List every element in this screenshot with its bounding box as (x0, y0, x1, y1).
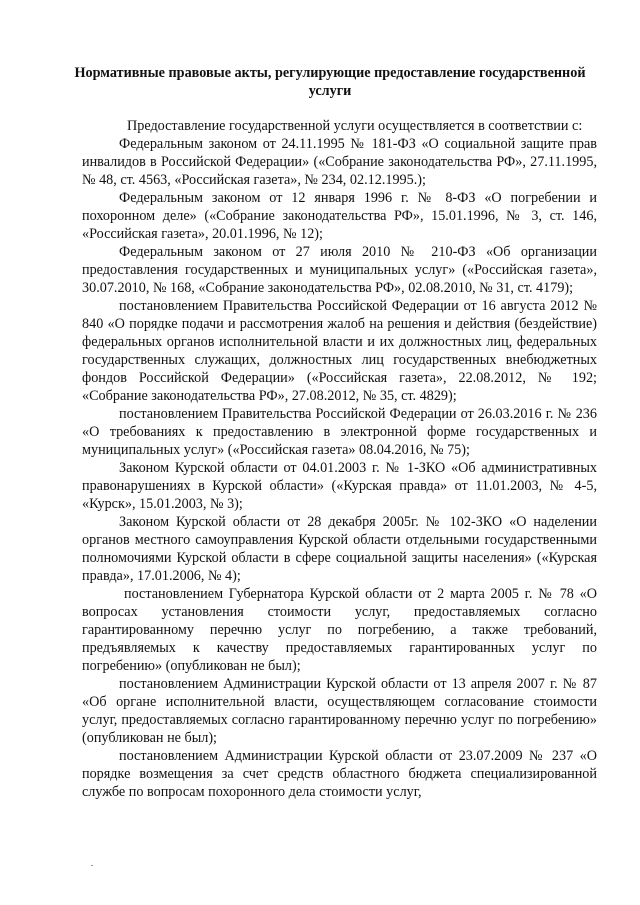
paragraph-law-102-zko: Законом Курской области от 28 декабря 2005г. № 102-ЗКО «О наделении органов местного самоуправления Курской области отдельными государственными полномочиями Курской области в сфере социальной защиты населения» («Курская правда», 17.01.2006, № 4); (82, 514, 597, 584)
paragraph-resolution-236: постановлением Правительства Российской Федерации от 26.03.2016 г. № 236 «О требованиях к предоставлению в электронной форме государственных и муниципальных услуг» («Российская газета» 08.04.2016, № 75); (82, 406, 597, 458)
paragraph-resolution-87: постановлением Администрации Курской области от 13 апреля 2007 г. № 87 «Об органе исполнительной власти, осуществляющем согласование стоимости услуг, предоставляемых согласно гарантированному перечню услуг по погребению» (опубликован не был); (82, 676, 597, 746)
paragraph-resolution-840: постановлением Правительства Российской Федерации от 16 августа 2012 № 840 «О порядке подачи и рассмотрения жалоб на решения и действия (бездействие) федеральных органов исполнительной власти и их должностных лиц, федеральных государственных служащих, должностных лиц государственных внебюджетных фондов Российской Федерации» («Российская газета», 22.08.2012, № 192; «Собрание законодательства РФ», 27.08.2012, № 35, ст. 4829); (82, 298, 597, 404)
document-body (82, 117, 597, 801)
document-title: Нормативные правовые акты, регулирующие предоставление государственной услуги (74, 65, 586, 99)
scan-speck (91, 865, 93, 866)
paragraph-law-210-fz: Федеральным законом от 27 июля 2010 № 210-ФЗ «Об организации предоставления государственных и муниципальных услуг» («Российская газета», 30.07.2010, № 168, «Собрание законодательства РФ», 02.08.2010, № 31, ст. 4179); (82, 244, 597, 296)
paragraph-resolution-78: постановлением Губернатора Курской области от 2 марта 2005 г. № 78 «О вопросах установления стоимости услуг, предоставляемых согласно гарантированному перечню услуг по погребению, а также требований, предъявляемых к качеству предоставляемых гарантированных услуг по погребению» (опубликован не был); (82, 586, 597, 674)
paragraph-law-181-fz: Федеральным законом от 24.11.1995 № 181-ФЗ «О социальной защите прав инвалидов в Российской Федерации» («Собрание законодательства РФ», 27.11.1995, № 48, ст. 4563, «Российская газета», № 234, 02.12.1995.); (82, 136, 597, 188)
paragraph-intro: Предоставление государственной услуги осуществляется в соответствии с: (127, 118, 583, 134)
paragraph-law-1-zko: Законом Курской области от 04.01.2003 г. № 1-ЗКО «Об административных правонарушениях в Курской области» («Курская правда» от 11.01.2003, № 4-5, «Курск», 15.01.2003, № 3); (82, 460, 597, 512)
paragraph-law-8-fz: Федеральным законом от 12 января 1996 г. № 8-ФЗ «О погребении и похоронном деле» («Собрание законодательства РФ», 15.01.1996, № 3, ст. 146, «Российская газета», 20.01.1996, № 12); (82, 190, 597, 242)
paragraph-resolution-237: постановлением Администрации Курской области от 23.07.2009 № 237 «О порядке возмещения за счет средств областного бюджета специализированной службе по вопросам похоронного дела стоимости услуг, (82, 748, 597, 800)
